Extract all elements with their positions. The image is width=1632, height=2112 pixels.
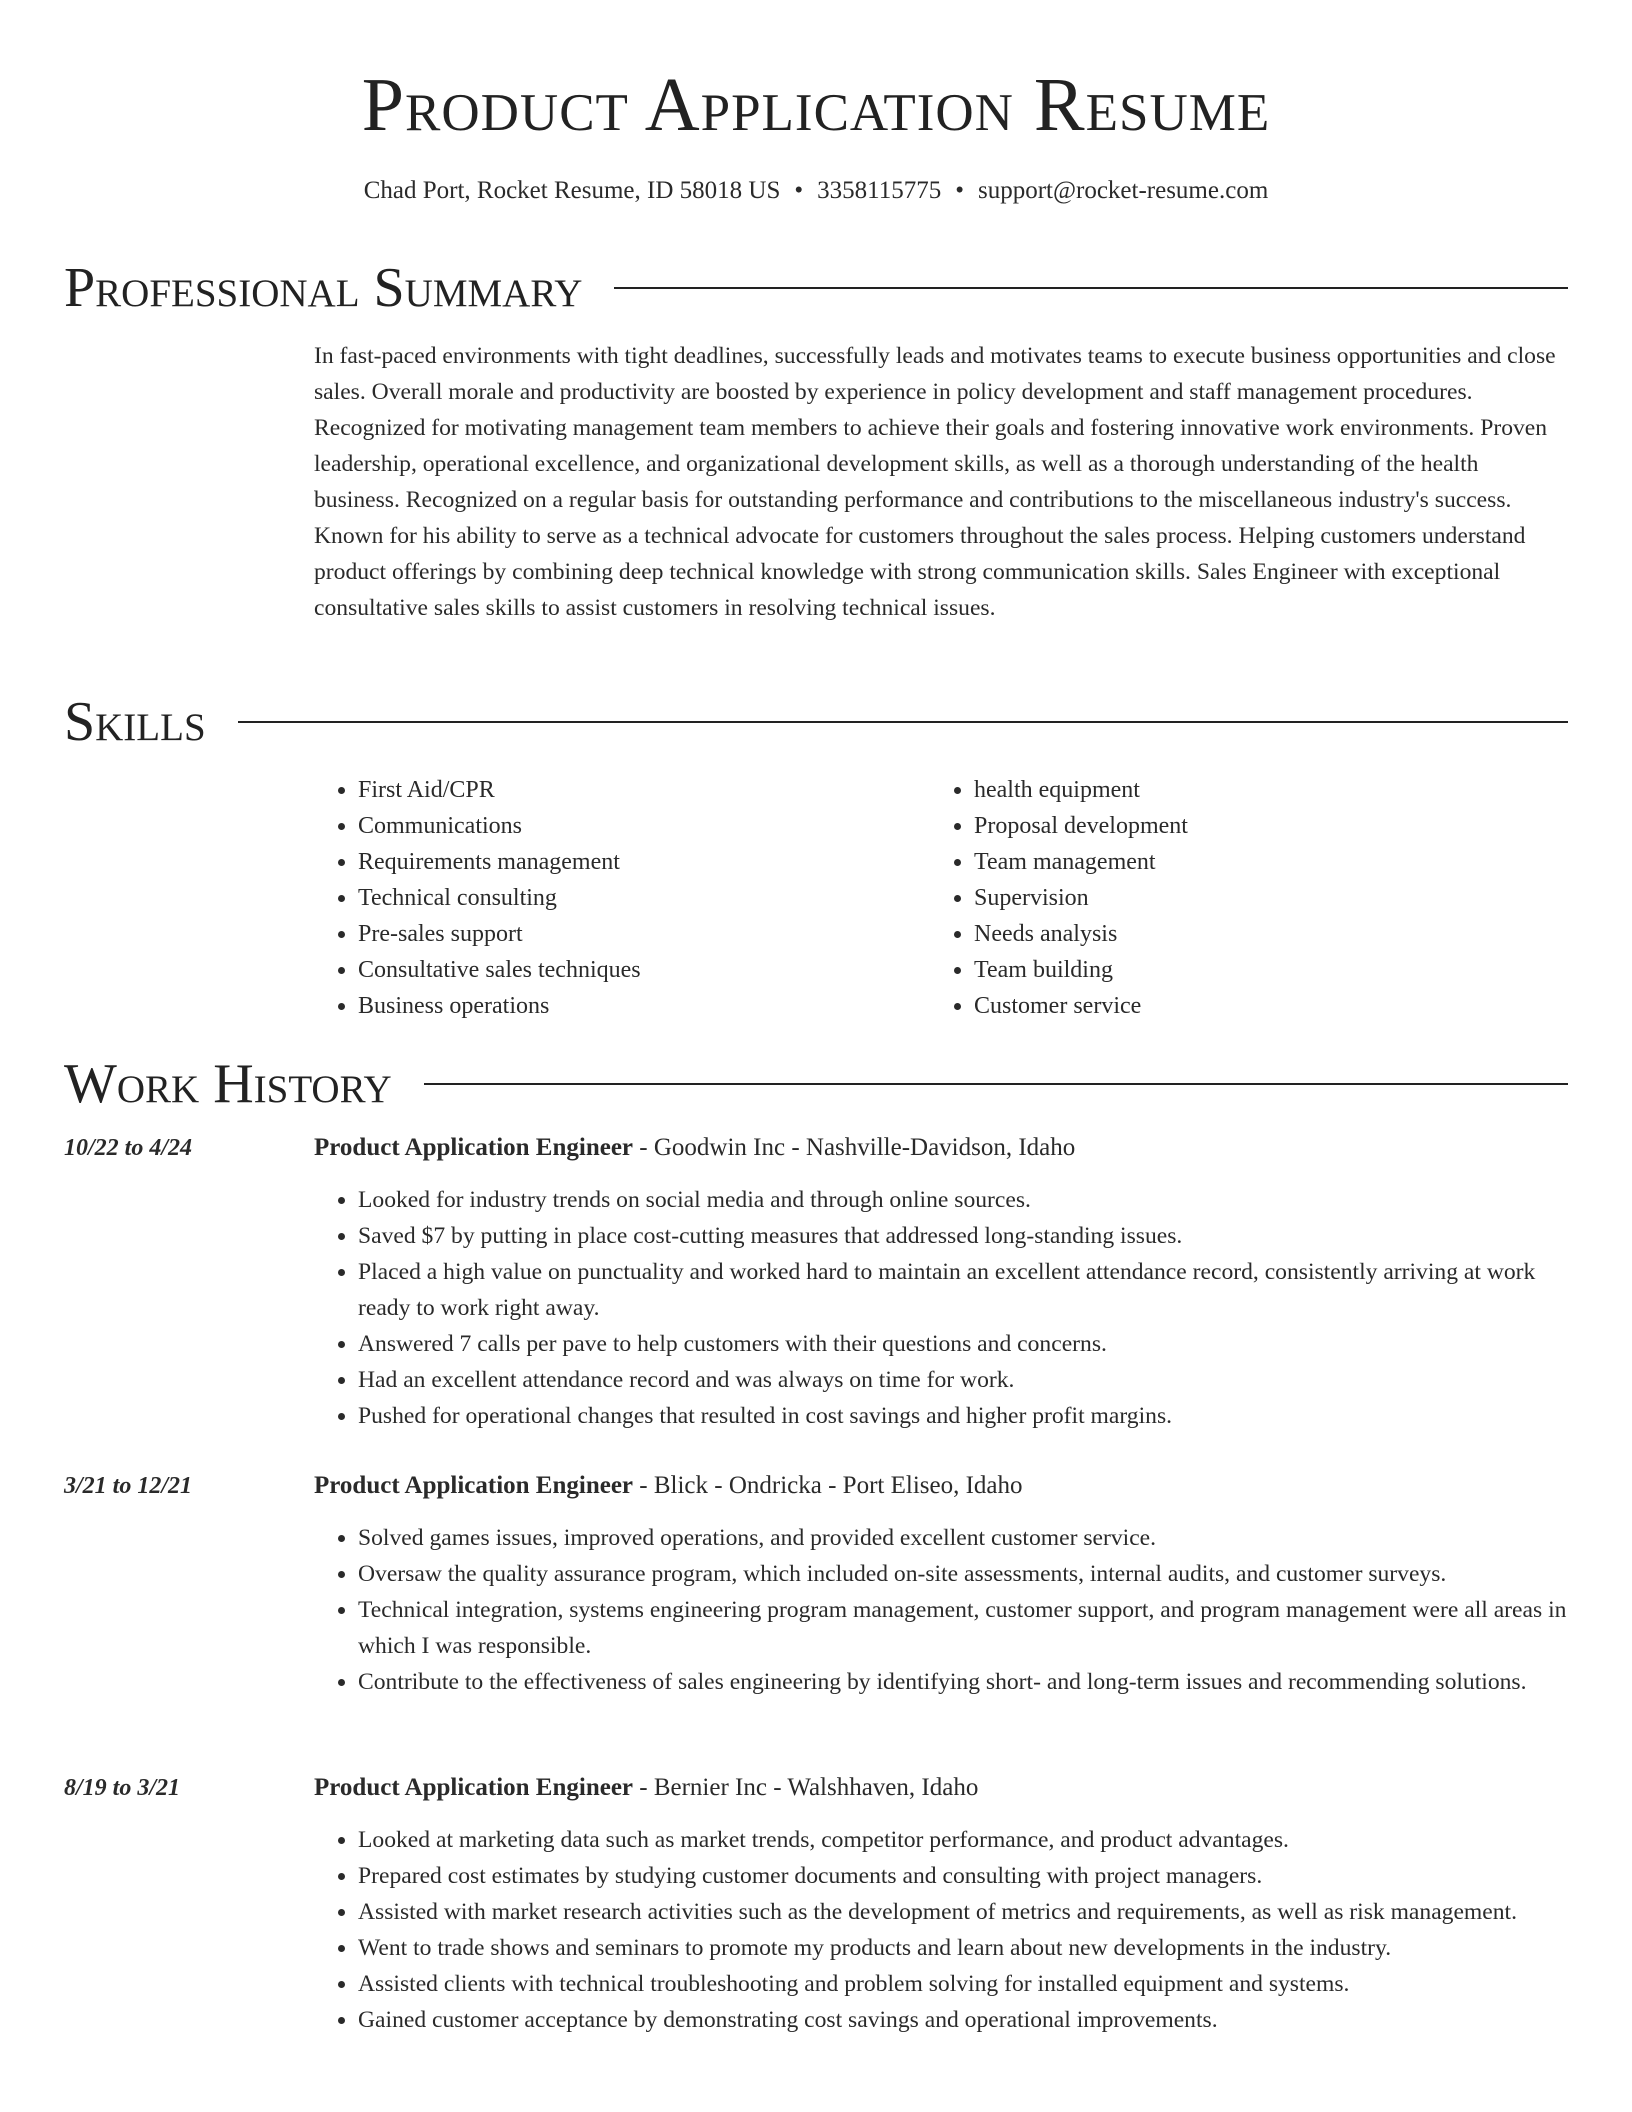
skills-column-left: [314, 772, 930, 1024]
skill-item: • Technical consulting: [358, 880, 930, 916]
job-dates: 8/19 to 3/21: [64, 1775, 181, 1801]
job-duty: • Solved games issues, improved operations, and provided excellent customer service.: [358, 1520, 1568, 1556]
job-title: Product Application Engineer: [314, 1472, 634, 1499]
job-employer-location: - Goodwin Inc - Nashville-Davidson, Idaho: [633, 1134, 1076, 1161]
job-duty: • Pushed for operational changes that resulted in cost savings and higher profit margins.: [358, 1398, 1568, 1434]
skill-item: • Consultative sales techniques: [358, 952, 930, 988]
skill-item: • Communications: [358, 808, 930, 844]
job-duty: • Prepared cost estimates by studying customer documents and consulting with project managers.: [358, 1858, 1568, 1894]
section-header-skills: [64, 690, 1568, 754]
section-divider: [424, 1083, 1568, 1085]
skill-item: • Supervision: [974, 880, 1546, 916]
job-employer-location: - Blick - Ondricka - Port Eliseo, Idaho: [633, 1472, 1023, 1499]
job-employer-location: - Bernier Inc - Walshhaven, Idaho: [633, 1774, 979, 1801]
job-duty: • Gained customer acceptance by demonstrating cost savings and operational improvements.: [358, 2002, 1568, 2038]
section-title-summary: Professional Summary: [64, 257, 583, 319]
section-title-work-history: Work History: [64, 1053, 392, 1115]
job-entry: [64, 1468, 1568, 1700]
job-duty: • Placed a high value on punctuality and worked hard to maintain an excellent attendance record, consistently arriving at work ready to work right away.: [358, 1254, 1568, 1326]
skills-list: [314, 772, 1568, 1024]
job-duty: • Contribute to the effectiveness of sales engineering by identifying short- and long-term issues and recommending solutions.: [358, 1664, 1568, 1700]
contact-line: [0, 174, 1632, 208]
resume-title: Product Application Resume: [361, 63, 1271, 147]
job-duty: • Went to trade shows and seminars to promote my products and learn about new developments in the industry.: [358, 1930, 1568, 1966]
job-duty: • Answered 7 calls per pave to help customers with their questions and concerns.: [358, 1326, 1568, 1362]
job-duty: • Had an excellent attendance record and was always on time for work.: [358, 1362, 1568, 1398]
job-entry: [64, 1770, 1568, 2038]
job-header: [64, 1468, 1568, 1504]
section-divider: [614, 287, 1568, 289]
job-header: [64, 1130, 1568, 1166]
job-title: Product Application Engineer: [314, 1134, 634, 1161]
job-heading: [314, 1130, 1075, 1166]
job-duty: • Looked for industry trends on social media and through online sources.: [358, 1182, 1568, 1218]
skill-item: • Needs analysis: [974, 916, 1546, 952]
contact-email: support@rocket-resume.com: [977, 177, 1269, 204]
job-dates: 10/22 to 4/24: [64, 1135, 193, 1161]
summary-text: In fast-paced environments with tight deadlines, successfully leads and motivates teams to execute business opportunities and close sales. Overall morale and productivity are boosted by experience in policy development and staff management procedures. Recognized for motivating management team members to achieve their goals and fostering innovative work environments. Proven leadership, operational excellence, and organizational development skills, as well as a thorough understanding of the health business. Recognized on a regular basis for outstanding performance and contributions to the miscellaneous industry's success. Known for his ability to serve as a technical advocate for customers throughout the sales process. Helping customers understand product offerings by combining deep technical knowledge with strong communication skills. Sales Engineer with exceptional consultative sales skills to assist customers in resolving technical issues.: [314, 343, 1556, 621]
skill-item: • health equipment: [974, 772, 1546, 808]
job-duty: • Looked at marketing data such as market trends, competitor performance, and product advantages.: [358, 1822, 1568, 1858]
job-duty: • Oversaw the quality assurance program, which included on-site assessments, internal audits, and customer surveys.: [358, 1556, 1568, 1592]
job-duty: • Assisted clients with technical troubleshooting and problem solving for installed equipment and systems.: [358, 1966, 1568, 2002]
skill-item: • Requirements management: [358, 844, 930, 880]
job-title: Product Application Engineer: [314, 1774, 634, 1801]
skills-column-right: [930, 772, 1546, 1024]
skill-item: • Customer service: [974, 988, 1546, 1024]
job-duties: [314, 1520, 1568, 1700]
contact-address: Chad Port, Rocket Resume, ID 58018 US: [363, 177, 781, 204]
section-divider: [238, 721, 1568, 723]
skill-item: • Team building: [974, 952, 1546, 988]
job-header: [64, 1770, 1568, 1806]
job-entry: [64, 1130, 1568, 1434]
skill-item: • Team management: [974, 844, 1546, 880]
skill-item: • First Aid/CPR: [358, 772, 930, 808]
job-duties: [314, 1182, 1568, 1434]
skill-item: • Pre-sales support: [358, 916, 930, 952]
skill-item: • Proposal development: [974, 808, 1546, 844]
job-heading: [314, 1468, 1023, 1504]
contact-separator: •: [955, 177, 964, 204]
section-header-work-history: [64, 1052, 1568, 1116]
job-duties: [314, 1822, 1568, 2038]
job-dates: 3/21 to 12/21: [64, 1473, 193, 1499]
section-title-skills: Skills: [64, 691, 206, 753]
contact-separator: •: [794, 177, 804, 204]
job-duty: • Assisted with market research activities such as the development of metrics and requirements, as well as risk management.: [358, 1894, 1568, 1930]
job-duty: • Saved $7 by putting in place cost-cutting measures that addressed long-standing issues.: [358, 1218, 1568, 1254]
contact-phone: 3358115775: [817, 177, 942, 204]
job-duty: • Technical integration, systems engineering program management, customer support, and program management were all areas in which I was responsible.: [358, 1592, 1568, 1664]
skill-item: • Business operations: [358, 988, 930, 1024]
section-header-summary: [64, 256, 1568, 320]
job-heading: [314, 1770, 978, 1806]
